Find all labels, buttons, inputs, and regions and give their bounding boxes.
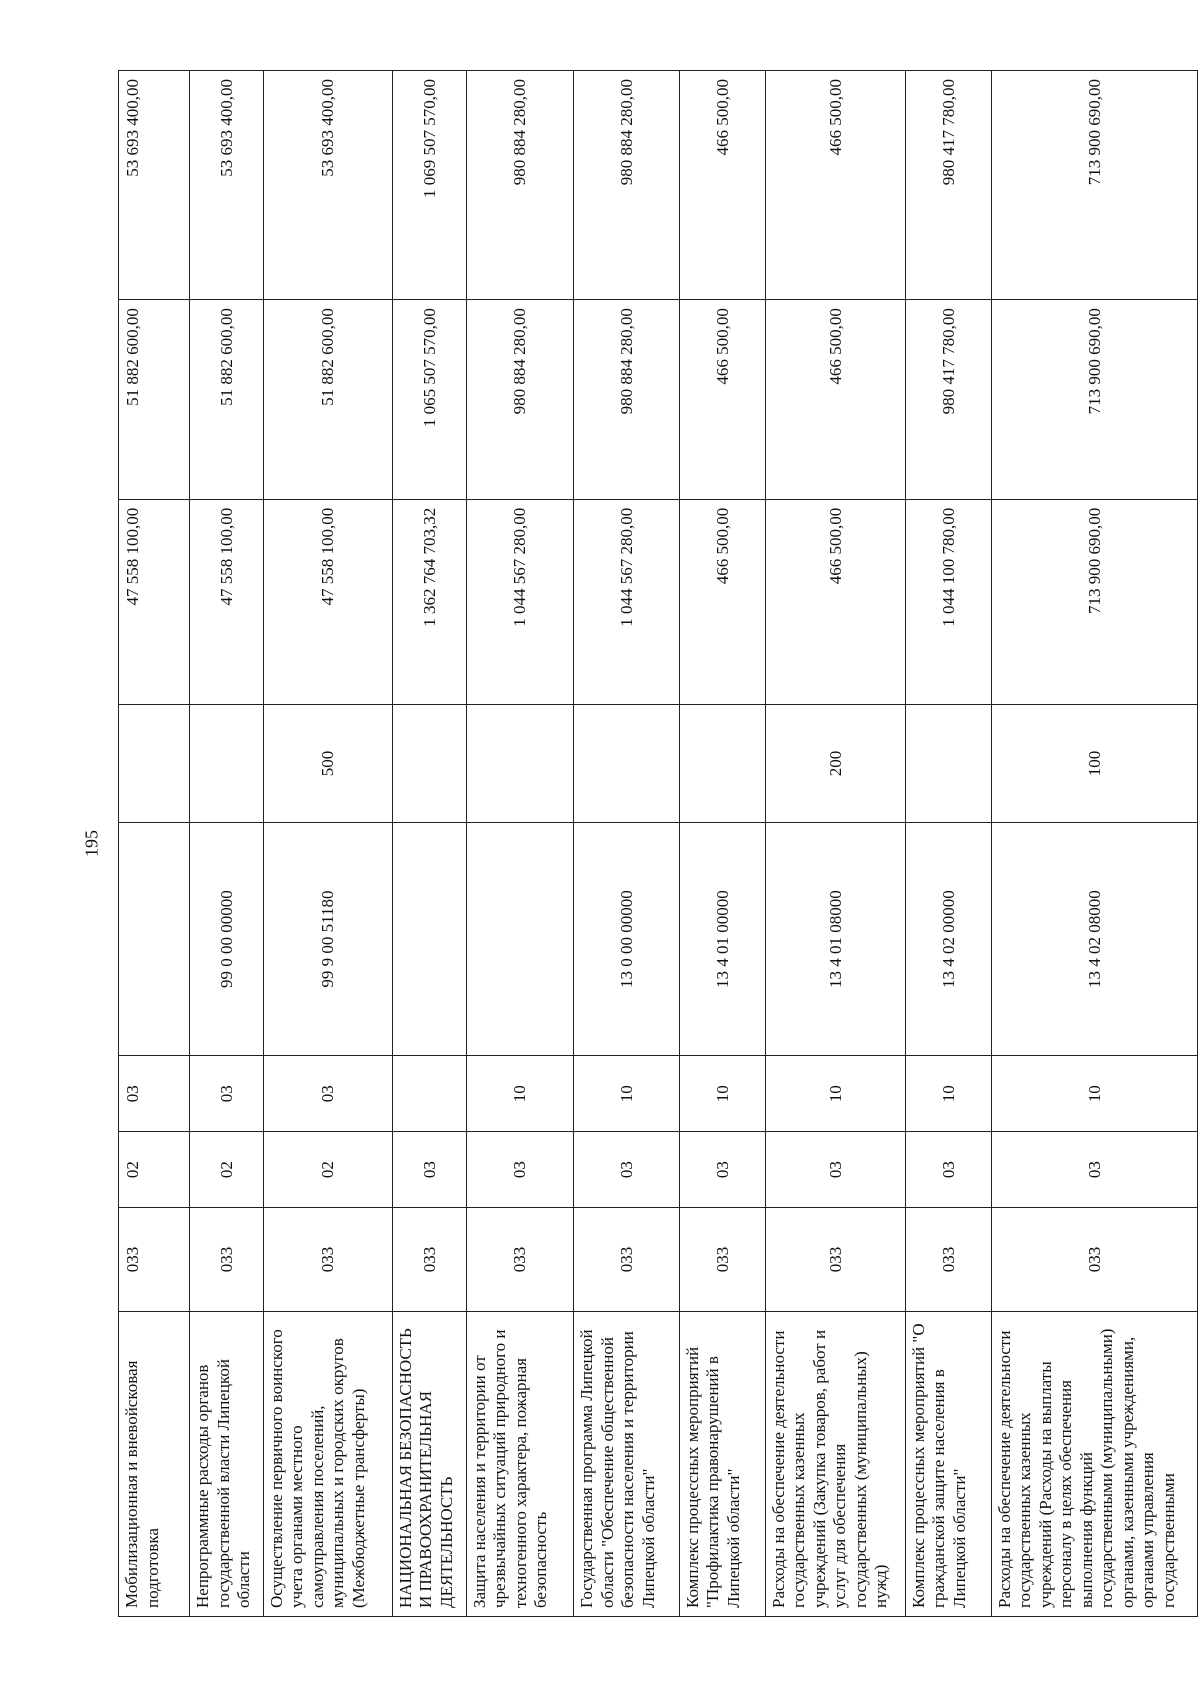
section-code: 03 [991, 1132, 1197, 1208]
row-name: Комплекс процессных мероприятий "О гражданской защите населения в Липецкой области" [905, 1312, 991, 1617]
row-name: Защита населения и территории от чрезвычайных ситуаций природного и техногенного характера, пожарная безопасность [466, 1312, 574, 1617]
subsection-code: 10 [574, 1056, 679, 1132]
ministry-code: 033 [679, 1208, 765, 1312]
section-code: 03 [466, 1132, 574, 1208]
expense-type-code [905, 704, 991, 822]
expense-type-code [119, 704, 190, 822]
target-article-code: 13 4 02 08000 [991, 822, 1197, 1055]
table-row [765, 71, 905, 1617]
ministry-code: 033 [991, 1208, 1197, 1312]
row-name: Мобилизационная и вневойсковая подготовка [119, 1312, 190, 1617]
ministry-code: 033 [392, 1208, 466, 1312]
expense-type-code [466, 704, 574, 822]
rotated-table-container [118, 70, 1198, 1617]
table-row [119, 71, 190, 1617]
ministry-code: 033 [574, 1208, 679, 1312]
table-row [466, 71, 574, 1617]
row-name: НАЦИОНАЛЬНАЯ БЕЗОПАСНОСТЬ И ПРАВООХРАНИТЕЛЬНАЯ ДЕЯТЕЛЬНОСТЬ [392, 1312, 466, 1617]
expense-type-code [679, 704, 765, 822]
ministry-code: 033 [765, 1208, 905, 1312]
ministry-code: 033 [466, 1208, 574, 1312]
table-row [905, 71, 991, 1617]
subsection-code: 03 [190, 1056, 264, 1132]
amount-year-2: 1 065 507 570,00 [392, 300, 466, 500]
amount-year-1: 466 500,00 [765, 499, 905, 704]
amount-year-2: 466 500,00 [679, 300, 765, 500]
amount-year-1: 47 558 100,00 [119, 499, 190, 704]
amount-year-1: 713 900 690,00 [991, 499, 1197, 704]
amount-year-3: 980 884 280,00 [574, 71, 679, 300]
section-code: 02 [263, 1132, 392, 1208]
subsection-code: 10 [765, 1056, 905, 1132]
expense-type-code: 100 [991, 704, 1197, 822]
expense-type-code: 500 [263, 704, 392, 822]
ministry-code: 033 [263, 1208, 392, 1312]
amount-year-3: 53 693 400,00 [190, 71, 264, 300]
subsection-code: 10 [905, 1056, 991, 1132]
amount-year-2: 466 500,00 [765, 300, 905, 500]
amount-year-2: 713 900 690,00 [991, 300, 1197, 500]
section-code: 03 [905, 1132, 991, 1208]
expense-type-code [190, 704, 264, 822]
amount-year-1: 47 558 100,00 [190, 499, 264, 704]
amount-year-1: 1 044 567 280,00 [466, 499, 574, 704]
amount-year-1: 1 044 567 280,00 [574, 499, 679, 704]
budget-table [118, 70, 1198, 1617]
table-row [190, 71, 264, 1617]
expense-type-code [392, 704, 466, 822]
section-code: 02 [190, 1132, 264, 1208]
amount-year-3: 53 693 400,00 [263, 71, 392, 300]
section-code: 03 [392, 1132, 466, 1208]
row-name: Расходы на обеспечение деятельности государственных казенных учреждений (Закупка товаров, работ и услуг для обеспечения государственных (муниципальных) нужд) [765, 1312, 905, 1617]
target-article-code [119, 822, 190, 1055]
subsection-code: 10 [679, 1056, 765, 1132]
page-number: 195 [81, 830, 102, 857]
subsection-code: 10 [466, 1056, 574, 1132]
expense-type-code [574, 704, 679, 822]
amount-year-2: 980 884 280,00 [466, 300, 574, 500]
target-article-code: 13 4 02 00000 [905, 822, 991, 1055]
row-name: Государственная программа Липецкой области "Обеспечение общественной безопасности населения и территории Липецкой области" [574, 1312, 679, 1617]
amount-year-3: 713 900 690,00 [991, 71, 1197, 300]
row-name: Расходы на обеспечение деятельности государственных казенных учреждений (Расходы на выплаты персоналу в целях обеспечения выполнения функций государственными (муниципальными) органами, казенными учреждениями, органами управления государственными [991, 1312, 1197, 1617]
section-code: 03 [679, 1132, 765, 1208]
ministry-code: 033 [905, 1208, 991, 1312]
row-name: Комплекс процессных мероприятий "Профилактика правонарушений в Липецкой области" [679, 1312, 765, 1617]
ministry-code: 033 [119, 1208, 190, 1312]
amount-year-3: 466 500,00 [765, 71, 905, 300]
subsection-code: 03 [119, 1056, 190, 1132]
table-row [991, 71, 1197, 1617]
amount-year-3: 980 884 280,00 [466, 71, 574, 300]
table-row [679, 71, 765, 1617]
amount-year-2: 980 417 780,00 [905, 300, 991, 500]
target-article-code: 99 0 00 00000 [190, 822, 264, 1055]
target-article-code [392, 822, 466, 1055]
subsection-code: 10 [991, 1056, 1197, 1132]
amount-year-1: 1 362 764 703,32 [392, 499, 466, 704]
amount-year-2: 51 882 600,00 [190, 300, 264, 500]
target-article-code: 99 9 00 51180 [263, 822, 392, 1055]
table-row [574, 71, 679, 1617]
table-body [119, 71, 1198, 1617]
expense-type-code: 200 [765, 704, 905, 822]
subsection-code: 03 [263, 1056, 392, 1132]
target-article-code [466, 822, 574, 1055]
amount-year-1: 47 558 100,00 [263, 499, 392, 704]
table-row [263, 71, 392, 1617]
section-code: 03 [765, 1132, 905, 1208]
amount-year-3: 53 693 400,00 [119, 71, 190, 300]
target-article-code: 13 4 01 08000 [765, 822, 905, 1055]
amount-year-2: 51 882 600,00 [119, 300, 190, 500]
amount-year-2: 980 884 280,00 [574, 300, 679, 500]
amount-year-2: 51 882 600,00 [263, 300, 392, 500]
table-row [392, 71, 466, 1617]
section-code: 03 [574, 1132, 679, 1208]
subsection-code [392, 1056, 466, 1132]
section-code: 02 [119, 1132, 190, 1208]
row-name: Осуществление первичного воинского учета органами местного самоуправления поселений, муниципальных и городских округов (Межбюджетные трансферты) [263, 1312, 392, 1617]
amount-year-3: 466 500,00 [679, 71, 765, 300]
target-article-code: 13 0 00 00000 [574, 822, 679, 1055]
amount-year-1: 1 044 100 780,00 [905, 499, 991, 704]
row-name: Непрограммные расходы органов государственной власти Липецкой области [190, 1312, 264, 1617]
amount-year-3: 980 417 780,00 [905, 71, 991, 300]
target-article-code: 13 4 01 00000 [679, 822, 765, 1055]
ministry-code: 033 [190, 1208, 264, 1312]
amount-year-3: 1 069 507 570,00 [392, 71, 466, 300]
amount-year-1: 466 500,00 [679, 499, 765, 704]
